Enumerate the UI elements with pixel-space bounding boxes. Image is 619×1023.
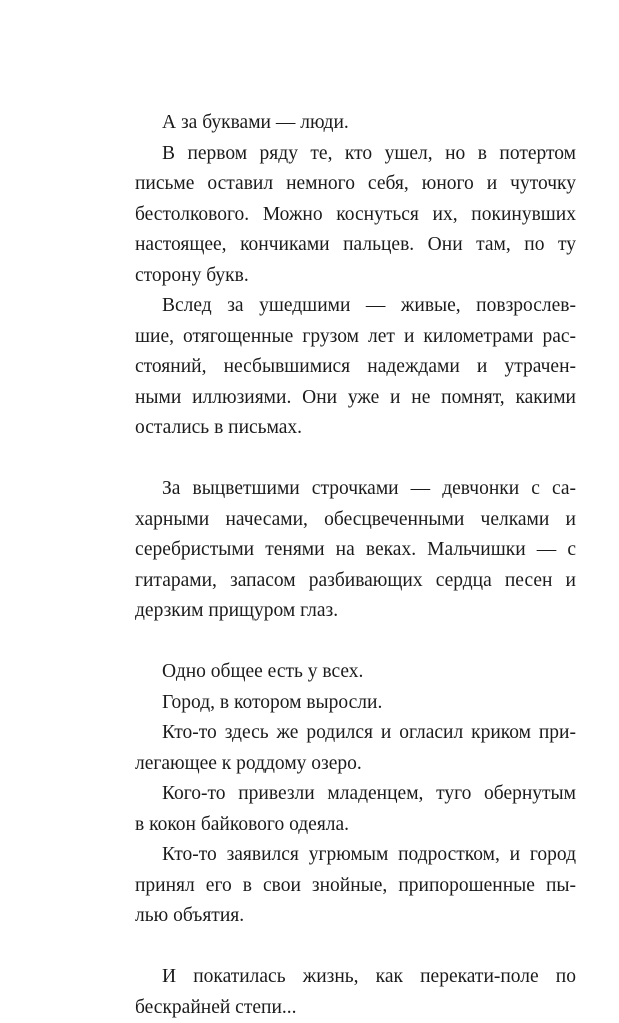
paragraph — [135, 962, 576, 1023]
paragraph — [135, 840, 576, 932]
text-line: дерзким прищуром глаз. — [135, 596, 576, 627]
paragraph — [135, 108, 576, 139]
text-line: За выцветшими строчками — девчонки с са- — [135, 474, 576, 505]
text-line: харными начесами, обесцвеченными челками и — [135, 505, 576, 536]
page-text — [135, 108, 576, 1023]
text-line: легающее к роддому озеро. — [135, 749, 576, 780]
paragraph — [135, 718, 576, 779]
paragraph-gap — [135, 444, 576, 475]
text-line: письме оставил немного себя, юного и чуточку — [135, 169, 576, 200]
text-line: ными иллюзиями. Они уже и не помнят, какими — [135, 383, 576, 414]
paragraph — [135, 291, 576, 444]
text-line: В первом ряду те, кто ушел, но в потертом — [135, 139, 576, 170]
text-line: Кого-то привезли младенцем, туго обернутым — [135, 779, 576, 810]
text-line: лью объятия. — [135, 901, 576, 932]
text-line: стояний, несбывшимися надеждами и утрачен- — [135, 352, 576, 383]
text-line: И покатилась жизнь, как перекати-поле по — [135, 962, 576, 993]
text-line: серебристыми тенями на веках. Мальчишки — с — [135, 535, 576, 566]
text-line: Город, в котором выросли. — [135, 688, 576, 719]
text-line: бескрайней степи... — [135, 993, 576, 1023]
text-line: принял его в свои знойные, припорошенные пы- — [135, 871, 576, 902]
text-line: сторону букв. — [135, 261, 576, 292]
paragraph — [135, 688, 576, 719]
paragraph — [135, 474, 576, 627]
text-line: шие, отягощенные грузом лет и километрами рас- — [135, 322, 576, 353]
text-line: настоящее, кончиками пальцев. Они там, по ту — [135, 230, 576, 261]
paragraph — [135, 657, 576, 688]
text-line: Кто-то здесь же родился и огласил криком при- — [135, 718, 576, 749]
text-line: А за буквами — люди. — [135, 108, 576, 139]
text-line: Одно общее есть у всех. — [135, 657, 576, 688]
text-line: в кокон байкового одеяла. — [135, 810, 576, 841]
text-line: Кто-то заявился угрюмым подростком, и город — [135, 840, 576, 871]
text-line: Вслед за ушедшими — живые, повзрослев- — [135, 291, 576, 322]
paragraph — [135, 779, 576, 840]
paragraph — [135, 139, 576, 292]
paragraph-gap — [135, 932, 576, 963]
text-line: бестолкового. Можно коснуться их, покинувших — [135, 200, 576, 231]
text-line: гитарами, запасом разбивающих сердца песен и — [135, 566, 576, 597]
text-line: остались в письмах. — [135, 413, 576, 444]
paragraph-gap — [135, 627, 576, 658]
